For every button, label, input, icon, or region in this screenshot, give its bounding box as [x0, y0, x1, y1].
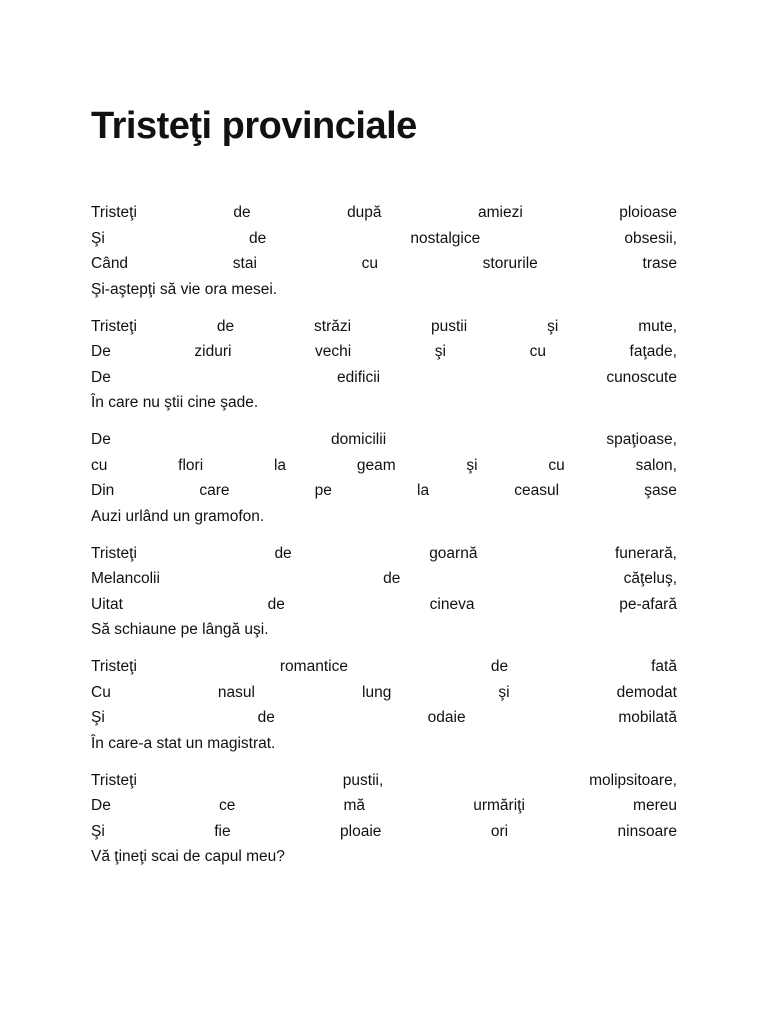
poem-line: [91, 504, 677, 530]
poem-word: mă: [343, 797, 366, 814]
poem-line: [91, 654, 677, 680]
poem-word: goarnă: [429, 544, 478, 562]
poem-word: Vă ţineţi scai de capul meu?: [91, 848, 285, 865]
poem-word: de: [267, 595, 285, 613]
poem-word: faţade,: [629, 343, 677, 360]
poem-word: ceasul: [514, 482, 560, 499]
stanza: [91, 768, 677, 870]
poem-word: de: [216, 317, 235, 335]
poem-word: cu: [91, 456, 108, 474]
poem-word: de: [490, 658, 509, 675]
stanza: [91, 427, 677, 529]
poem-word: Uitat: [91, 595, 123, 613]
poem-word: De: [91, 343, 111, 360]
poem-word: nasul: [217, 683, 255, 701]
poem-word: de: [274, 544, 292, 562]
poem-word: odaie: [427, 709, 466, 726]
poem-word: ploioase: [619, 204, 677, 221]
poem-word: domicilii: [331, 431, 387, 448]
poem-word: după: [347, 204, 382, 221]
poem-word: molipsitoare,: [589, 771, 677, 789]
poem-word: nostalgice: [410, 229, 481, 247]
poem-word: În care-a stat un magistrat.: [91, 734, 276, 752]
poem-word: De: [91, 368, 111, 386]
poem-word: Când: [91, 255, 129, 272]
poem-word: de: [383, 570, 401, 587]
poem-body: [91, 200, 677, 881]
poem-word: cu: [548, 456, 565, 474]
poem-word: Melancolii: [91, 570, 160, 587]
poem-word: pe-afară: [619, 595, 677, 613]
poem-line: [91, 226, 677, 252]
poem-line: [91, 365, 677, 391]
poem-word: flori: [178, 456, 204, 474]
poem-line: [91, 427, 677, 453]
poem-word: fată: [651, 658, 677, 675]
poem-word: Tristeţi: [91, 771, 137, 789]
poem-word: Din: [91, 482, 115, 499]
poem-word: geam: [356, 456, 396, 474]
poem-line: [91, 478, 677, 504]
stanza: [91, 541, 677, 643]
poem-word: ce: [218, 797, 236, 814]
poem-word: trase: [642, 255, 677, 272]
poem-word: spaţioase,: [606, 431, 677, 448]
poem-line: [91, 200, 677, 226]
poem-word: obsesii,: [624, 229, 677, 247]
poem-word: pustii: [431, 317, 468, 335]
poem-word: ori: [490, 822, 509, 840]
poem-word: stai: [232, 255, 257, 272]
poem-word: cineva: [429, 595, 475, 613]
poem-word: căţeluş,: [623, 570, 677, 587]
poem-line: [91, 390, 677, 416]
poem-word: Tristeţi: [91, 544, 137, 562]
poem-word: storurile: [482, 255, 538, 272]
poem-line: [91, 453, 677, 479]
poem-line: [91, 339, 677, 365]
poem-word: care: [199, 482, 230, 499]
poem-word: funerară,: [614, 544, 677, 562]
poem-word: şi: [434, 343, 446, 360]
poem-word: Şi: [91, 822, 105, 840]
poem-word: la: [273, 456, 287, 474]
poem-word: pustii,: [342, 771, 384, 789]
poem-word: mute,: [638, 317, 677, 335]
poem-line: [91, 566, 677, 592]
poem-word: amiezi: [477, 204, 523, 221]
stanza: [91, 314, 677, 416]
poem-word: Tristeţi: [91, 204, 137, 221]
poem-line: [91, 541, 677, 567]
poem-line: [91, 680, 677, 706]
poem-line: [91, 731, 677, 757]
poem-line: [91, 844, 677, 870]
poem-word: mobilată: [618, 709, 677, 726]
poem-line: [91, 768, 677, 794]
poem-word: Şi: [91, 229, 105, 247]
poem-word: şase: [644, 482, 677, 499]
poem-word: Şi-aştepţi să vie ora mesei.: [91, 280, 278, 298]
poem-word: lung: [362, 683, 392, 701]
poem-word: ninsoare: [617, 822, 677, 840]
poem-word: şi: [466, 456, 478, 474]
poem-word: mereu: [633, 797, 677, 814]
poem-line: [91, 705, 677, 731]
poem-word: Cu: [91, 683, 111, 701]
poem-word: vechi: [315, 343, 352, 360]
stanza: [91, 200, 677, 302]
poem-word: şi: [498, 683, 510, 701]
poem-word: De: [91, 797, 111, 814]
poem-word: cu: [361, 255, 378, 272]
poem-word: În care nu ştii cine şade.: [91, 394, 259, 411]
poem-line: [91, 592, 677, 618]
poem-word: şi: [547, 317, 559, 335]
poem-word: cunoscute: [606, 368, 677, 386]
poem-line: [91, 819, 677, 845]
stanza: [91, 654, 677, 756]
poem-word: străzi: [314, 317, 352, 335]
poem-line: [91, 617, 677, 643]
poem-word: pe: [314, 482, 332, 499]
poem-word: urmăriţi: [473, 797, 525, 814]
poem-word: De: [91, 431, 111, 448]
poem-word: Tristeţi: [91, 658, 137, 675]
poem-line: [91, 314, 677, 340]
poem-title: Tristeţi provinciale: [91, 105, 417, 147]
poem-line: [91, 277, 677, 303]
poem-word: Tristeţi: [91, 317, 137, 335]
poem-word: romantice: [279, 658, 348, 675]
poem-word: de: [248, 229, 267, 247]
poem-word: salon,: [635, 456, 677, 474]
poem-word: ziduri: [194, 343, 232, 360]
poem-word: demodat: [616, 683, 677, 701]
poem-word: Şi: [91, 709, 105, 726]
poem-line: [91, 251, 677, 277]
poem-word: ploaie: [340, 822, 382, 840]
poem-word: edificii: [337, 368, 381, 386]
poem-word: de: [257, 709, 275, 726]
poem-word: Auzi urlând un gramofon.: [91, 507, 265, 525]
poem-word: la: [417, 482, 430, 499]
poem-word: cu: [529, 343, 546, 360]
poem-word: Să schiaune pe lângă uşi.: [91, 621, 269, 638]
poem-word: fie: [214, 822, 231, 840]
poem-line: [91, 793, 677, 819]
poem-word: de: [233, 204, 251, 221]
